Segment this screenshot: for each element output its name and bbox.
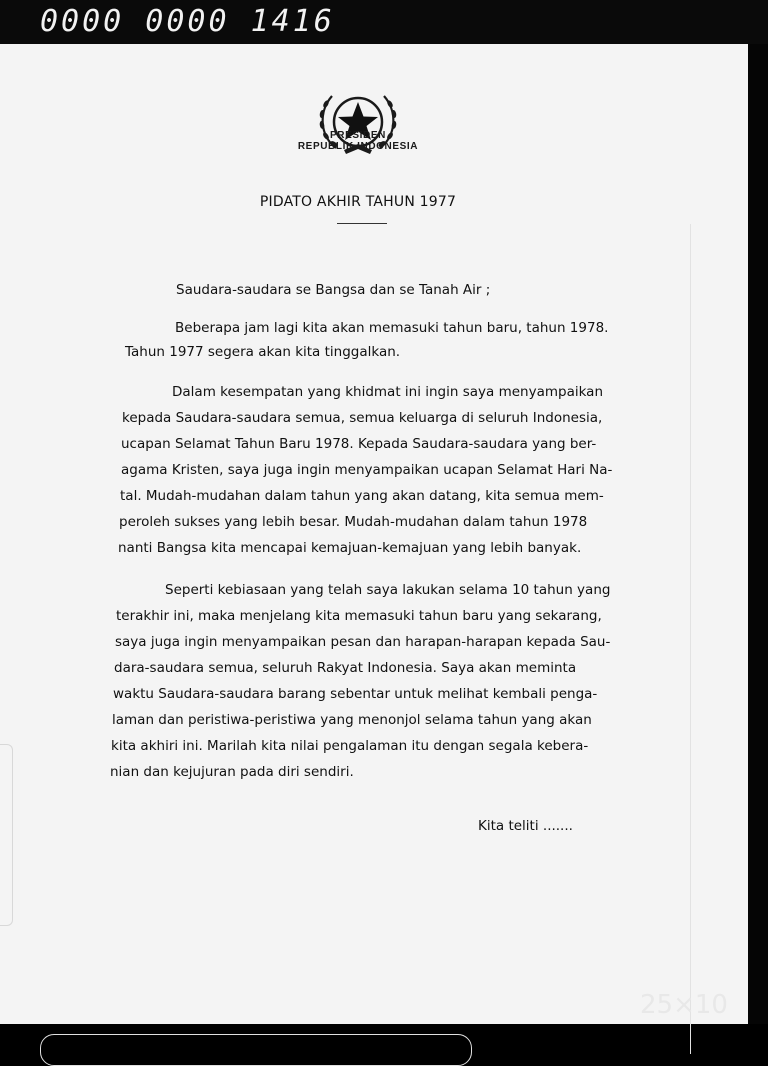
frame-code: 0000 0000 1416 xyxy=(40,4,335,39)
page-title: PIDATO AKHIR TAHUN 1977 xyxy=(259,194,457,210)
body-line: peroleh sukses yang lebih besar. Mudah-mudahan dalam tahun 1978 xyxy=(119,514,588,530)
body-line: Tahun 1977 segera akan kita tinggalkan. xyxy=(125,344,401,360)
body-line: ucapan Selamat Tahun Baru 1978. Kepada Saudara-saudara yang ber- xyxy=(121,436,597,452)
body-line: kita akhiri ini. Marilah kita nilai pengalaman itu dengan segala kebera- xyxy=(111,738,589,754)
body-line: Saudara-saudara se Bangsa dan se Tanah Air ; xyxy=(176,282,491,298)
page-fold-line xyxy=(690,224,691,1054)
letterhead-line-2: REPUBLIK INDONESIA xyxy=(297,141,419,152)
body-line: laman dan peristiwa-peristiwa yang menonjol selama tahun yang akan xyxy=(112,712,592,728)
body-line: Seperti kebiasaan yang telah saya lakukan selama 10 tahun yang xyxy=(165,582,611,598)
edge-smudge xyxy=(0,744,13,926)
body-line: dara-saudara semua, seluruh Rakyat Indonesia. Saya akan meminta xyxy=(114,660,577,676)
body-line: waktu Saudara-saudara barang sebentar untuk melihat kembali penga- xyxy=(113,686,598,702)
body-line: saya juga ingin menyampaikan pesan dan harapan-harapan kepada Sau- xyxy=(115,634,611,650)
body-line: Beberapa jam lagi kita akan memasuki tahun baru, tahun 1978. xyxy=(175,320,609,336)
film-strip-header xyxy=(0,0,768,44)
body-line: kepada Saudara-saudara semua, semua keluarga di seluruh Indonesia, xyxy=(122,410,603,426)
body-line: terakhir ini, maka menjelang kita memasuki tahun baru yang sekarang, xyxy=(116,608,602,624)
film-border-right xyxy=(748,44,768,1024)
film-watermark: 25×10 xyxy=(640,990,728,1020)
body-line: Dalam kesempatan yang khidmat ini ingin saya menyampaikan xyxy=(172,384,604,400)
body-line: nian dan kejujuran pada diri sendiri. xyxy=(110,764,354,780)
closing-catchword: Kita teliti ....... xyxy=(478,818,573,834)
bottom-smudge xyxy=(40,1034,472,1066)
body-line: agama Kristen, saya juga ingin menyampaikan ucapan Selamat Hari Na- xyxy=(121,462,613,478)
body-line: tal. Mudah-mudahan dalam tahun yang akan datang, kita semua mem- xyxy=(120,488,604,504)
body-line: nanti Bangsa kita mencapai kemajuan-kemajuan yang lebih banyak. xyxy=(118,540,582,556)
document-page xyxy=(0,44,748,1024)
title-underline xyxy=(337,223,387,224)
letterhead-line-1: PRESIDEN xyxy=(330,130,386,141)
